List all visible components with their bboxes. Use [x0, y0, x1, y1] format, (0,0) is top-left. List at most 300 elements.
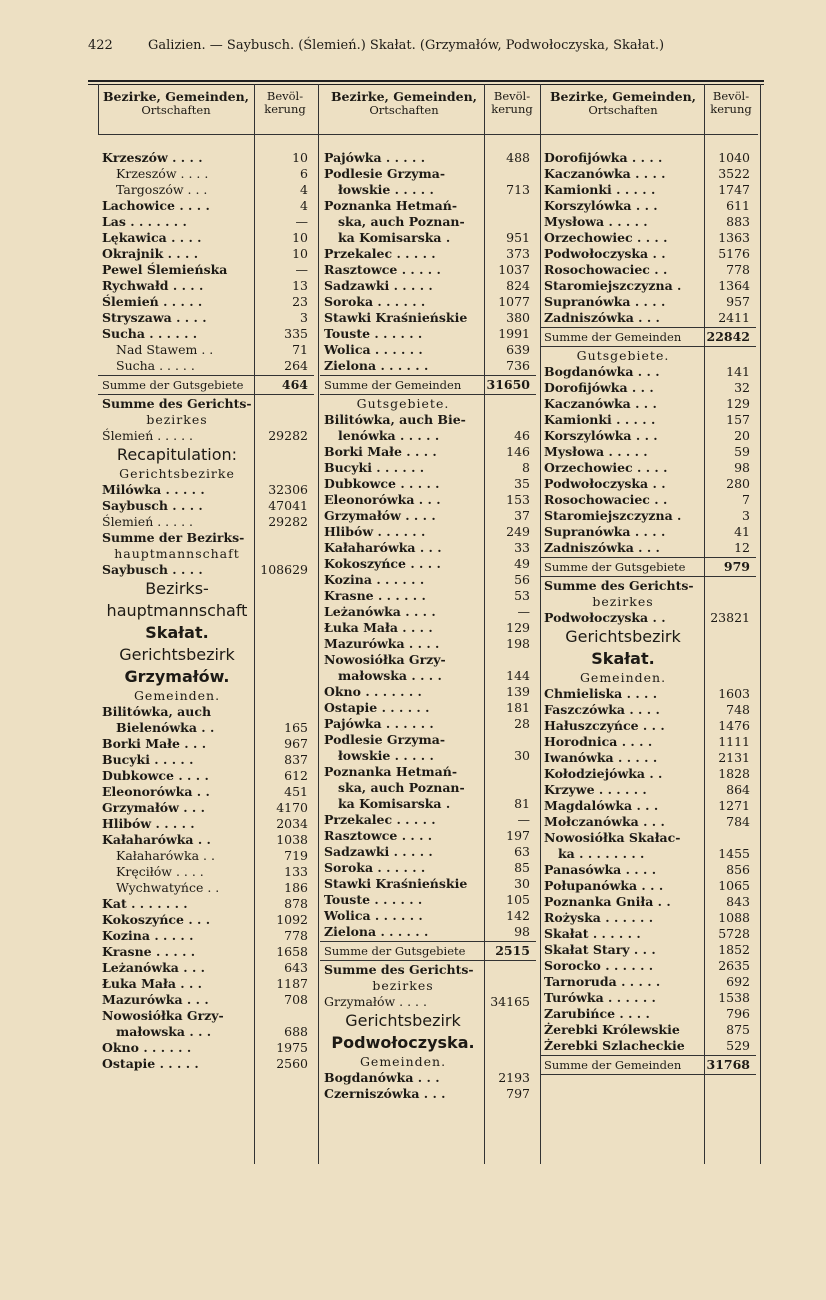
sum-rule — [540, 327, 756, 328]
place-name: Grzymałów . . . . — [324, 994, 427, 1009]
population-value: 8 — [522, 460, 530, 475]
population-value: 157 — [726, 412, 750, 427]
table-row — [102, 166, 314, 182]
population-value: 883 — [726, 214, 750, 229]
place-name: Summe der Gemeinden — [544, 1058, 682, 1072]
population-value: 186 — [284, 880, 308, 895]
section-heading — [324, 1010, 536, 1032]
population-value: 1658 — [276, 944, 308, 959]
population-value: 181 — [506, 700, 530, 715]
place-name: Zadniszówka . . . — [544, 540, 660, 555]
running-title: Galizien. — Saybusch. (Ślemień.) Skałat. (Grzymałów, Podwołoczyska, Skałat.) — [148, 38, 665, 53]
population-value: 7 — [742, 492, 750, 507]
place-name: Summe der Gemeinden — [544, 330, 682, 344]
sum-rule — [540, 1074, 756, 1075]
table-row — [544, 524, 756, 540]
population-value: 1975 — [276, 1040, 308, 1055]
table-row — [544, 508, 756, 524]
table-row — [102, 704, 314, 720]
place-name: Summe der Gutsgebiete — [324, 944, 466, 958]
place-name: Sorocko . . . . . . — [544, 958, 654, 973]
table-row — [102, 498, 314, 514]
place-name: Ostapie . . . . . . — [324, 700, 430, 715]
place-name: Rosochowaciec . . — [544, 262, 668, 277]
sum-rule — [98, 375, 314, 376]
population-value: 837 — [284, 752, 308, 767]
place-name: Poznanka Hetmań- — [324, 764, 458, 779]
population-value: — — [295, 214, 308, 229]
population-value: 56 — [514, 572, 530, 587]
place-name: Gemeinden. — [133, 688, 221, 703]
population-value: 133 — [284, 864, 308, 879]
table-row — [102, 562, 314, 578]
place-name: Ślemień . . . . . — [102, 428, 193, 443]
table-row — [544, 444, 756, 460]
place-name: Staromiejszczyzna . — [544, 278, 682, 293]
place-name: Borki Małe . . . . — [324, 444, 437, 459]
place-name: Stawki Kraśnieńskie — [324, 876, 468, 891]
population-value: 10 — [292, 246, 308, 261]
place-name: Summe der Gutsgebiete — [102, 378, 244, 392]
population-value: 3 — [300, 310, 308, 325]
place-name: Mysłowa . . . . . — [544, 214, 648, 229]
place-name: Pewel Ślemieńska — [102, 262, 228, 277]
place-name: ka Komisarska . — [338, 230, 451, 245]
population-value: 22842 — [706, 329, 750, 344]
colhead-name-3: Bezirke, Gemeinden, Ortschaften — [549, 89, 697, 117]
sum-row — [324, 943, 536, 959]
place-name: Poznanka Hetmań- — [324, 198, 458, 213]
table-row — [324, 150, 536, 166]
place-name: Kaczanówka . . . . — [544, 166, 666, 181]
place-name: Orzechowiec . . . . — [544, 230, 668, 245]
place-name: Połupanówka . . . — [544, 878, 664, 893]
place-name: Eleonorówka . . . — [324, 492, 441, 507]
place-name: Lękawica . . . . — [102, 230, 202, 245]
table-row — [102, 880, 314, 896]
population-value: 30 — [514, 876, 530, 891]
place-name: Bielenówka . . — [116, 720, 215, 735]
table-row — [544, 846, 756, 862]
place-name: Krasne . . . . . . — [324, 588, 426, 603]
place-name: bezirkes — [372, 978, 434, 993]
table-row — [544, 958, 756, 974]
population-value: 5728 — [718, 926, 750, 941]
table-row — [102, 482, 314, 498]
population-value: 23 — [292, 294, 308, 309]
table-row — [324, 428, 536, 444]
place-name: Żerebki Szlacheckie — [544, 1038, 685, 1053]
place-name: Touste . . . . . . — [324, 326, 423, 341]
population-value: 4170 — [276, 800, 308, 815]
table-row — [544, 894, 756, 910]
table-row — [324, 780, 536, 796]
table-row — [544, 310, 756, 326]
table-row — [544, 166, 756, 182]
population-value: 146 — [506, 444, 530, 459]
table-row — [102, 278, 314, 294]
place-name: Dorofijówka . . . — [544, 380, 654, 395]
place-name: Lachowice . . . . — [102, 198, 210, 213]
place-name: Nowosiółka Skałac- — [544, 830, 681, 845]
table-row — [544, 734, 756, 750]
colhead-pop-2: Bevöl- kerung — [491, 89, 533, 116]
population-value: 2560 — [276, 1056, 308, 1071]
place-name: Dorofijówka . . . . — [544, 150, 663, 165]
place-name: Milówka . . . . . — [102, 482, 205, 497]
place-name: Przekalec . . . . . — [324, 246, 436, 261]
page-number: 422 — [88, 38, 113, 53]
place-name: łowskie . . . . . — [338, 182, 434, 197]
table-row — [102, 530, 314, 546]
table-row — [102, 310, 314, 326]
section-heading — [324, 1032, 536, 1054]
place-name: Krzeszów . . . . — [102, 150, 203, 165]
place-name: Summe des Gerichts- — [102, 396, 252, 411]
population-value: 81 — [514, 796, 530, 811]
table-row — [102, 928, 314, 944]
table-row — [324, 924, 536, 940]
population-value: 2034 — [276, 816, 308, 831]
section-heading — [102, 578, 314, 600]
place-name: Supranówka . . . . — [544, 524, 666, 539]
place-name: Bogdanówka . . . — [544, 364, 660, 379]
population-value: 464 — [281, 377, 308, 392]
table-row — [544, 862, 756, 878]
place-name: Sadzawki . . . . . — [324, 844, 433, 859]
population-value: 46 — [514, 428, 530, 443]
place-name: Kamionki . . . . . — [544, 182, 656, 197]
table-row — [544, 578, 756, 594]
place-name: Rychwałd . . . . — [102, 278, 204, 293]
table-row — [102, 326, 314, 342]
table-row — [544, 942, 756, 958]
place-name: Orzechowiec . . . . — [544, 460, 668, 475]
table-row — [324, 198, 536, 214]
sum-rule — [540, 346, 756, 347]
population-value: 373 — [506, 246, 530, 261]
population-value: 380 — [506, 310, 530, 325]
population-value: 529 — [726, 1038, 750, 1053]
population-value: 13 — [292, 278, 308, 293]
population-value: 10 — [292, 150, 308, 165]
population-value: 2131 — [718, 750, 750, 765]
population-value: 708 — [284, 992, 308, 1007]
population-value: 98 — [734, 460, 750, 475]
sum-rule — [320, 960, 536, 961]
table-row — [324, 876, 536, 892]
place-name: Przekalec . . . . . — [324, 812, 436, 827]
table-row — [544, 1022, 756, 1038]
table-row — [324, 716, 536, 732]
rule-v — [318, 84, 319, 1164]
table-row — [102, 1056, 314, 1072]
population-value: 1991 — [498, 326, 530, 341]
population-value: 4 — [300, 198, 308, 213]
population-value: 824 — [506, 278, 530, 293]
place-name: Ostapie . . . . . — [102, 1056, 199, 1071]
table-row — [324, 492, 536, 508]
table-row — [324, 326, 536, 342]
table-row — [544, 1006, 756, 1022]
population-value: 20 — [734, 428, 750, 443]
population-value: 4 — [300, 182, 308, 197]
table-row — [544, 610, 756, 626]
place-name: Korszylówka . . . — [544, 198, 658, 213]
sum-rule — [540, 557, 756, 558]
population-value: 23821 — [710, 610, 750, 625]
table-row — [544, 460, 756, 476]
place-name: Okrajnik . . . . — [102, 246, 199, 261]
table-row — [324, 1054, 536, 1070]
place-name: Okno . . . . . . . — [324, 684, 422, 699]
table-row — [324, 844, 536, 860]
place-name: Wolica . . . . . . — [324, 908, 423, 923]
table-row — [102, 466, 314, 482]
population-value: 63 — [514, 844, 530, 859]
table-row — [102, 784, 314, 800]
population-value: 29282 — [268, 428, 308, 443]
table-row — [102, 1040, 314, 1056]
table-row — [324, 636, 536, 652]
population-value: 71 — [292, 342, 308, 357]
sum-rule — [98, 394, 314, 395]
population-value: 41 — [734, 524, 750, 539]
population-value: 451 — [284, 784, 308, 799]
place-name: Ślemień . . . . . — [102, 514, 193, 529]
place-name: Bilitówka, auch — [102, 704, 212, 719]
place-name: Summe des Gerichts- — [544, 578, 694, 593]
table-row — [324, 166, 536, 182]
population-value: 688 — [284, 1024, 308, 1039]
place-name: Mołczanówka . . . — [544, 814, 665, 829]
table-row — [544, 476, 756, 492]
section-heading — [544, 648, 756, 670]
population-value: 1038 — [276, 832, 308, 847]
place-name: Dubkowce . . . . — [102, 768, 209, 783]
table-row — [102, 1008, 314, 1024]
table-row — [324, 604, 536, 620]
place-name: Kałaharówka . . . — [324, 540, 442, 555]
place-name: Gerichtsbezirke — [119, 466, 235, 481]
place-name: Kałaharówka . . — [116, 848, 215, 863]
table-row — [544, 214, 756, 230]
table-row — [324, 994, 536, 1010]
place-name: Krzeszów . . . . — [116, 166, 209, 181]
place-name: Targoszów . . . — [116, 182, 208, 197]
table-row — [324, 342, 536, 358]
place-name: Saybusch . . . . — [102, 498, 203, 513]
place-name: Sucha . . . . . — [116, 358, 195, 373]
table-row — [102, 896, 314, 912]
population-value: 1852 — [718, 942, 750, 957]
population-value: 10 — [292, 230, 308, 245]
table-row — [544, 540, 756, 556]
place-name: Rożyska . . . . . . — [544, 910, 654, 925]
place-name: ka . . . . . . . . — [558, 846, 645, 861]
place-name: Iwanówka . . . . . — [544, 750, 658, 765]
place-name: Gerichtsbezirk — [345, 1011, 461, 1030]
table-row — [324, 246, 536, 262]
place-name: Las . . . . . . . — [102, 214, 187, 229]
header-underline — [98, 134, 758, 135]
population-value: 105 — [506, 892, 530, 907]
population-value: 748 — [726, 702, 750, 717]
table-row — [544, 594, 756, 610]
population-value: 1187 — [276, 976, 308, 991]
table-row — [102, 976, 314, 992]
place-name: Soroka . . . . . . — [324, 860, 426, 875]
table-row — [102, 832, 314, 848]
table-row — [102, 342, 314, 358]
population-value: 1271 — [718, 798, 750, 813]
population-value: 85 — [514, 860, 530, 875]
table-row — [544, 910, 756, 926]
table-row — [102, 150, 314, 166]
table-row — [544, 294, 756, 310]
place-name: hauptmannschaft — [106, 601, 248, 620]
table-row — [102, 944, 314, 960]
colhead-name-1: Bezirke, Gemeinden, Ortschaften — [102, 89, 250, 117]
population-value: 153 — [506, 492, 530, 507]
colhead-pop-3: Bevöl- kerung — [710, 89, 752, 116]
population-value: 967 — [284, 736, 308, 751]
table-row — [324, 908, 536, 924]
population-value: 796 — [726, 1006, 750, 1021]
place-name: Pajówka . . . . . . — [324, 716, 434, 731]
table-row — [544, 830, 756, 846]
table-row — [544, 686, 756, 702]
table-row — [544, 766, 756, 782]
population-value: 198 — [506, 636, 530, 651]
population-value: 37 — [514, 508, 530, 523]
table-row — [544, 990, 756, 1006]
sum-rule — [540, 1055, 756, 1056]
place-name: Supranówka . . . . — [544, 294, 666, 309]
population-value: 141 — [726, 364, 750, 379]
table-row — [102, 514, 314, 530]
place-name: Panasówka . . . . — [544, 862, 657, 877]
population-value: 33 — [514, 540, 530, 555]
place-name: Krasne . . . . . — [102, 944, 196, 959]
table-row — [544, 150, 756, 166]
place-name: Kamionki . . . . . — [544, 412, 656, 427]
population-value: 165 — [284, 720, 308, 735]
population-value: 878 — [284, 896, 308, 911]
table-row — [324, 572, 536, 588]
place-name: ka Komisarska . — [338, 796, 451, 811]
table-row — [102, 816, 314, 832]
population-value: 1111 — [718, 734, 750, 749]
table-row — [102, 960, 314, 976]
section-heading — [102, 644, 314, 666]
place-name: Podwołoczyska . . — [544, 246, 666, 261]
table-row — [102, 294, 314, 310]
table-row — [102, 992, 314, 1008]
place-name: Chmieliska . . . . — [544, 686, 658, 701]
table-row — [324, 652, 536, 668]
place-name: Leżanówka . . . — [102, 960, 205, 975]
table-row — [544, 412, 756, 428]
place-name: Łuka Mała . . . — [102, 976, 203, 991]
sum-row — [544, 329, 756, 345]
table-row — [102, 546, 314, 562]
place-name: Pajówka . . . . . — [324, 150, 426, 165]
population-value: 784 — [726, 814, 750, 829]
population-value: 2193 — [498, 1070, 530, 1085]
table-row — [324, 828, 536, 844]
place-name: Kokoszyńce . . . — [102, 912, 211, 927]
table-row — [544, 396, 756, 412]
table-row — [324, 460, 536, 476]
place-name: Kręciłów . . . . — [116, 864, 204, 879]
table-row — [324, 556, 536, 572]
table-row — [544, 380, 756, 396]
sum-row — [102, 377, 314, 393]
population-value: 1040 — [718, 150, 750, 165]
sum-row — [324, 377, 536, 393]
population-value: 2515 — [495, 943, 530, 958]
population-value: 335 — [284, 326, 308, 341]
population-value: 264 — [284, 358, 308, 373]
table-row — [102, 864, 314, 880]
place-name: Magdalówka . . . — [544, 798, 659, 813]
place-name: Zarubińce . . . . — [544, 1006, 650, 1021]
table-row — [324, 310, 536, 326]
table-row — [324, 860, 536, 876]
population-value: 197 — [506, 828, 530, 843]
population-value: 2411 — [718, 310, 750, 325]
population-value: 31768 — [706, 1057, 750, 1072]
place-name: Dubkowce . . . . . — [324, 476, 440, 491]
population-value: 249 — [506, 524, 530, 539]
place-name: Staromiejszczyzna . — [544, 508, 682, 523]
table-row — [324, 962, 536, 978]
population-value: 3 — [742, 508, 750, 523]
place-name: Rasztowce . . . . . — [324, 262, 441, 277]
place-name: Podwołoczyska. — [331, 1033, 475, 1052]
population-value: 1538 — [718, 990, 750, 1005]
table-row — [324, 668, 536, 684]
population-value: 31650 — [486, 377, 530, 392]
sum-rule — [540, 576, 756, 577]
table-row — [102, 412, 314, 428]
place-name: Eleonorówka . . — [102, 784, 210, 799]
table-row — [544, 230, 756, 246]
table-row — [324, 524, 536, 540]
table-row — [324, 978, 536, 994]
place-name: Poznanka Gniła . . — [544, 894, 671, 909]
rule-v — [760, 84, 761, 1164]
place-name: Kozina . . . . . . — [324, 572, 425, 587]
table-row — [102, 736, 314, 752]
table-row — [324, 182, 536, 198]
table-row — [102, 688, 314, 704]
population-value: 778 — [284, 928, 308, 943]
table-row — [324, 684, 536, 700]
population-value: 108629 — [260, 562, 308, 577]
place-name: lenówka . . . . . — [338, 428, 440, 443]
place-name: Stryszawa . . . . — [102, 310, 207, 325]
place-name: Skałat. — [591, 649, 655, 668]
population-value: 856 — [726, 862, 750, 877]
population-value: 797 — [506, 1086, 530, 1101]
place-name: Grzymałów. — [124, 667, 230, 686]
section-heading — [102, 444, 314, 466]
table-row — [544, 348, 756, 364]
place-name: Bogdanówka . . . — [324, 1070, 440, 1085]
table-row — [102, 396, 314, 412]
